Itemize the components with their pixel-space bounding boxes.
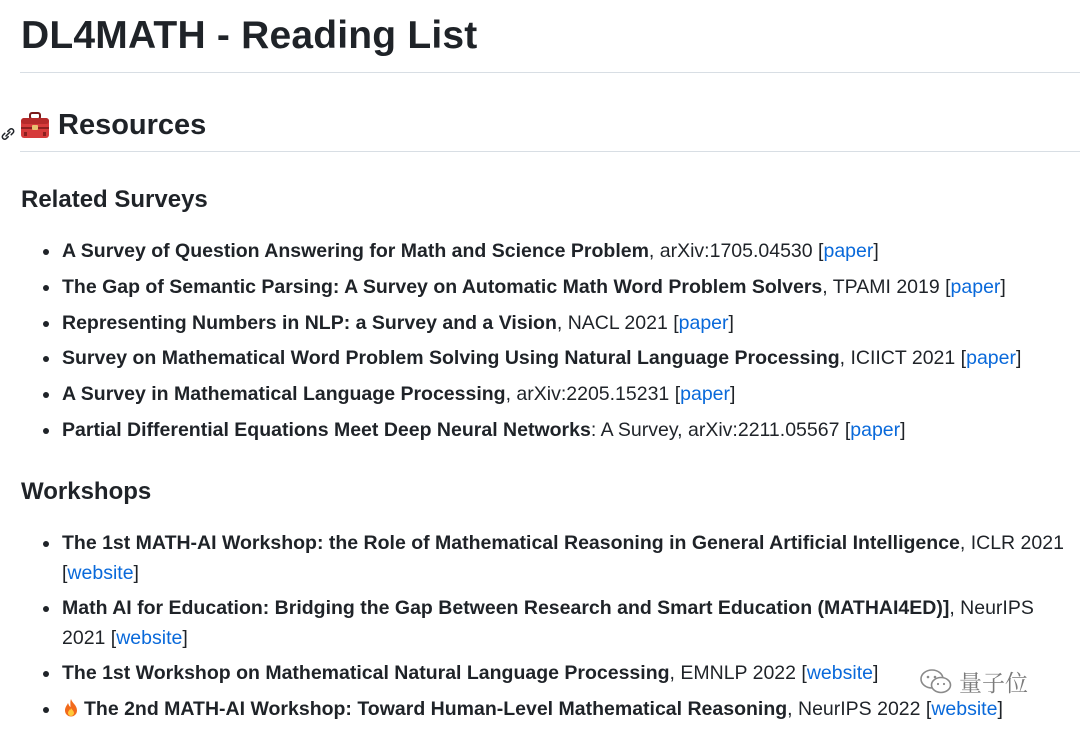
item-title: The 1st MATH-AI Workshop: the Role of Mathematical Reasoning in General Artificial Intelligence	[62, 532, 960, 554]
workshops-list	[0, 528, 1080, 730]
watermark-text: 量子位	[959, 671, 1028, 697]
item-venue: , arXiv:2205.15231 [	[505, 383, 681, 406]
item-venue: , NeurIPS 2021 [	[62, 597, 1034, 649]
item-venue: : A Survey, arXiv:2211.05567 [	[590, 418, 851, 441]
item-venue: , NACL 2021 [	[556, 311, 679, 334]
list-item	[0, 528, 1080, 593]
item-title: The 1st Workshop on Mathematical Natural Language Processing	[62, 662, 670, 684]
website-link[interactable]: website	[116, 627, 183, 649]
paper-link[interactable]: paper	[950, 275, 1001, 298]
page-title: DL4MATH - Reading List	[21, 14, 478, 57]
bracket-close: ]	[133, 562, 139, 584]
item-venue: , TPAMI 2019 [	[822, 275, 951, 298]
list-item	[0, 694, 1080, 730]
item-venue: , EMNLP 2022 [	[669, 662, 807, 684]
watermark	[915, 665, 1032, 698]
link-icon[interactable]	[0, 117, 16, 133]
paper-link[interactable]: paper	[823, 240, 874, 262]
list-item	[0, 343, 1080, 379]
item-title: A Survey in Mathematical Language Processing	[62, 383, 506, 406]
resources-heading-label: Resources	[58, 108, 207, 141]
item-title: Partial Differential Equations Meet Deep Neural Networks	[62, 418, 591, 441]
list-item	[0, 593, 1080, 658]
item-title: Representing Numbers in NLP: a Survey and a Vision	[62, 311, 557, 334]
resources-divider	[20, 151, 1080, 152]
website-link[interactable]: website	[806, 662, 873, 684]
related-surveys-list	[0, 236, 1080, 451]
bracket-close: ]	[900, 418, 906, 441]
list-item	[0, 308, 1080, 344]
item-venue: , arXiv:1705.04530 [	[648, 240, 824, 262]
list-item	[0, 379, 1080, 415]
toolbox-icon	[20, 111, 50, 139]
bracket-close: ]	[1000, 275, 1006, 298]
bracket-close: ]	[730, 383, 736, 406]
list-item	[0, 272, 1080, 308]
item-title: The 2nd MATH-AI Workshop: Toward Human-Level Mathematical Reasoning	[84, 698, 788, 720]
bracket-close: ]	[1015, 347, 1022, 370]
related-surveys-heading: Related Surveys	[21, 186, 208, 213]
item-title: Survey on Mathematical Word Problem Solving Using Natural Language Processing	[62, 347, 840, 370]
fire-icon	[62, 697, 80, 717]
paper-link[interactable]: paper	[966, 347, 1016, 370]
item-title: Math AI for Education: Bridging the Gap Between Research and Smart Education (MATHAI4ED)]	[62, 597, 950, 619]
paper-link[interactable]: paper	[850, 418, 901, 441]
paper-link[interactable]: paper	[680, 383, 730, 406]
title-divider	[20, 72, 1080, 73]
workshops-heading: Workshops	[21, 478, 152, 505]
website-link[interactable]: website	[67, 562, 134, 584]
list-item	[0, 236, 1080, 272]
website-link[interactable]: website	[931, 698, 998, 720]
resources-heading	[0, 104, 206, 146]
item-venue: , ICIICT 2021 [	[839, 347, 967, 370]
bracket-close: ]	[872, 662, 879, 684]
item-venue: , ICLR 2021 [	[62, 532, 1064, 584]
bracket-close: ]	[182, 627, 188, 649]
wechat-icon	[919, 668, 953, 696]
paper-link[interactable]: paper	[678, 311, 729, 334]
bracket-close: ]	[728, 311, 734, 334]
item-title: A Survey of Question Answering for Math and Science Problem	[62, 240, 649, 262]
bracket-close: ]	[997, 698, 1003, 720]
list-item	[0, 415, 1080, 451]
bracket-close: ]	[873, 240, 879, 262]
item-venue: , NeurIPS 2022 [	[787, 698, 932, 720]
item-title: The Gap of Semantic Parsing: A Survey on Automatic Math Word Problem Solvers	[62, 275, 823, 298]
